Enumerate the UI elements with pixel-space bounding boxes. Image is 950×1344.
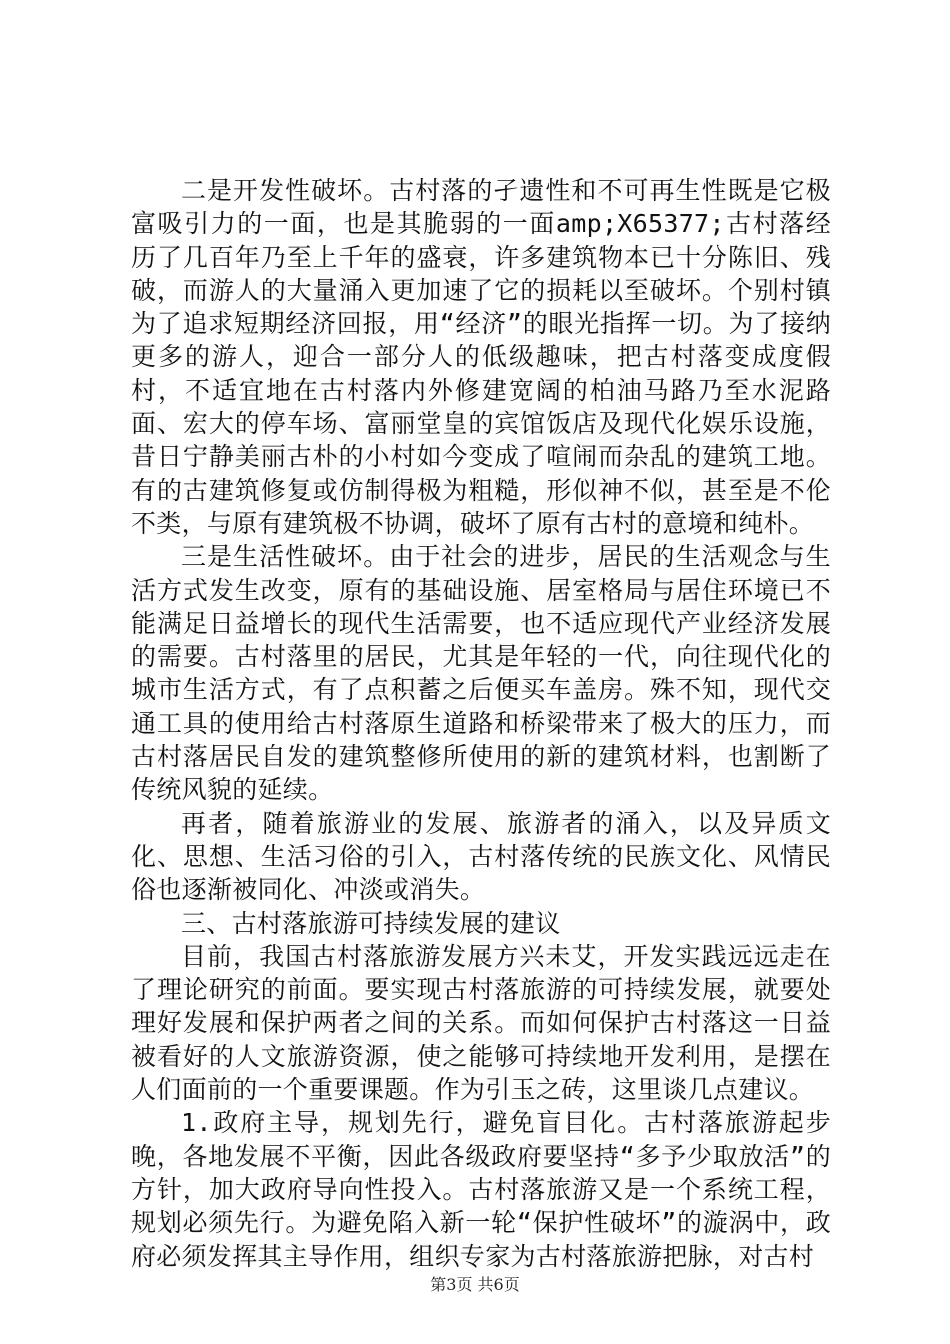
paragraph-suggestion-1: 1.政府主导，规划先行，避免盲目化。古村落旅游起步晚，各地发展不平衡，因此各级政府要坚持“多予少取放活”的方针，加大政府导向性投入。古村落旅游又是一个系统工程，规划必须先行。为避免陷入新一轮“保护性破坏”的漩涡中，政府必须发挥其主导作用，组织专家为古村落旅游把脉，对古村 (131, 1108, 831, 1271)
paragraph-living-damage: 三是生活性破坏。由于社会的进步，居民的生活观念与生活方式发生改变，原有的基础设施、居室格局与居住环境已不能满足日益增长的现代生活需要，也不适应现代产业经济发展的需要。古村落里的居民，尤其是年轻的一代，向往现代化的城市生活方式，有了点积蓄之后便买车盖房。殊不知，现代交通工具的使用给古村落原生道路和桥梁带来了极大的压力，而古村落居民自发的建筑整修所使用的新的建筑材料，也割断了传统风貌的延续。 (131, 542, 831, 805)
paragraph-current-situation: 目前，我国古村落旅游发展方兴未艾，开发实践远远走在了理论研究的前面。要实现古村落旅游的可持续发展，就要处理好发展和保护两者之间的关系。而如何保护古村落这一日益被看好的人文旅游资源，使之能够可持续地开发利用，是摆在人们面前的一个重要课题。作为引玉之砖，这里谈几点建议。 (131, 941, 831, 1105)
section-heading-suggestions: 三、古村落旅游可持续发展的建议 (181, 908, 561, 938)
page-number-footer: 第3页 共6页 (430, 1275, 520, 1294)
document-body (131, 174, 831, 1273)
paragraph-cultural-assimilation: 再者，随着旅游业的发展、旅游者的涌入，以及异质文化、思想、生活习俗的引入，古村落传统的民族文化、风情民俗也逐渐被同化、冲淡或消失。 (131, 808, 831, 905)
paragraph-development-damage: 二是开发性破坏。古村落的孑遗性和不可再生性既是它极富吸引力的一面，也是其脆弱的一面amp;X65377;古村落经历了几百年乃至上千年的盛衰，许多建筑物本已十分陈旧、残破，而游人的大量涌入更加速了它的损耗以至破坏。个别村镇为了追求短期经济回报，用“经济”的眼光指挥一切。为了接纳更多的游人，迎合一部分人的低级趣味，把古村落变成度假村，不适宜地在古村落内外修建宽阔的柏油马路乃至水泥路面、宏大的停车场、富丽堂皇的宾馆饭店及现代化娱乐设施，昔日宁静美丽古朴的小村如今变成了喧闹而杂乱的建筑工地。有的古建筑修复或仿制得极为粗糙，形似神不似，甚至是不伦不类，与原有建筑极不协调，破坏了原有古村的意境和纯朴。 (131, 176, 831, 538)
